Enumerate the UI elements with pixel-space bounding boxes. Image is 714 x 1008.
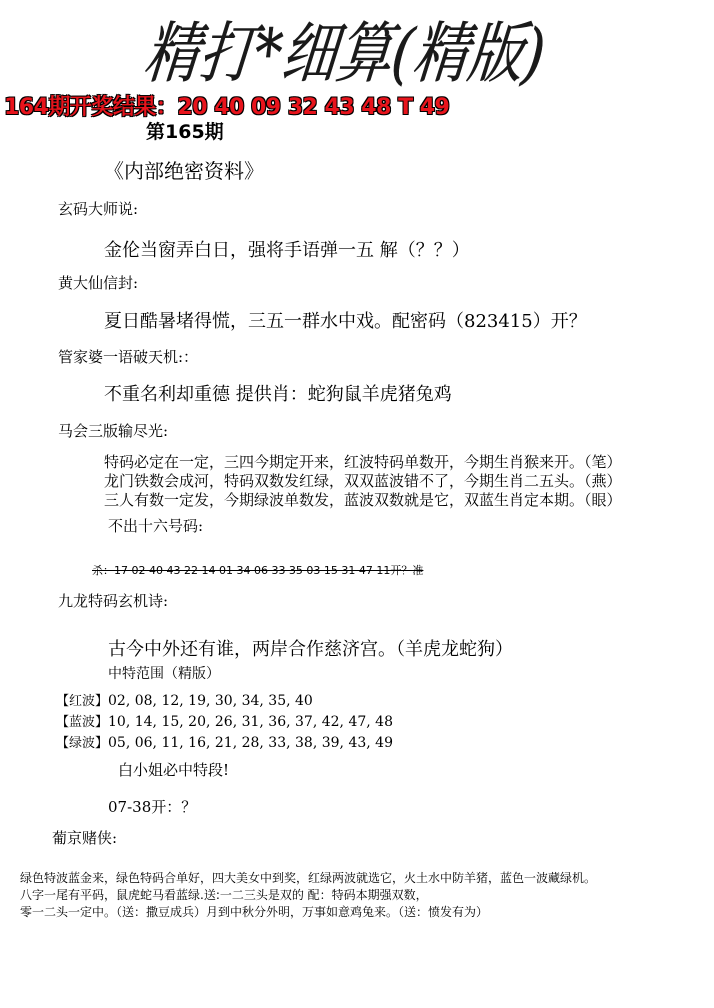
banner-svg <box>140 4 630 92</box>
dragon-text: 古今中外还有谁，两岸合作慈济宫。（羊虎龙蛇狗） <box>108 639 513 660</box>
wave-tag-red: 【红波】 <box>56 694 109 709</box>
immortal-text: 夏日酷暑堵得慌，三五一群水中戏。配密码（823415）开？ <box>104 311 587 332</box>
lottery-result: 164期开奖结果：20 40 09 32 43 48 T 49 <box>4 95 450 120</box>
horse-line-3: 三人有数一定发，今期绿波单数发，蓝波双数就是它，双蓝生肖定本期。（眼） <box>104 491 622 509</box>
banner-text: 精打*细算(精版) <box>140 15 630 92</box>
housekeeper-text: 不重名利却重德 提供肖：蛇狗鼠羊虎猪兔鸡 <box>104 384 452 405</box>
footer-line-3: 零一二头一定中。（送：撒豆成兵）月到中秋分外明，万事如意鸡兔来。（送：愤发有为） <box>20 905 489 919</box>
footer-line-1: 绿色特波蓝金来，绿色特码合单好，四大美女中到奖，红绿两波就选它，火土水中防羊猪，蓝色一波藏绿机。 <box>20 871 597 885</box>
housekeeper-label: 管家婆一语破天机:： <box>58 348 199 366</box>
wave-numbers-green: 05, 06, 11, 16, 21, 28, 33, 38, 39, 43, 49 <box>108 735 393 751</box>
horse-line-2: 龙门铁数会成河，特码双数发红绿，双双蓝波错不了，今期生肖二五头。（燕） <box>104 472 622 490</box>
wave-tag-blue: 【蓝波】 <box>56 715 109 730</box>
horse-line-1: 特码必定在一定，三四今期定开来，红波特码单数开，今期生肖猴来开。（笔） <box>104 453 622 471</box>
footer-line-2: 八字一尾有平码，鼠虎蛇马看蓝绿.送:一二三头是双的 配：特码本期强双数， <box>20 888 428 902</box>
wave-numbers-red: 02, 08, 12, 19, 30, 34, 35, 40 <box>108 693 313 709</box>
no16-label: 不出十六号码: <box>108 517 204 535</box>
banner-title <box>140 4 630 92</box>
master-label: 玄码大师说: <box>58 200 139 218</box>
dragon-label: 九龙特码玄机诗: <box>58 592 169 610</box>
macau-label: 葡京赌侠: <box>52 829 118 847</box>
open-range-text: 07-38开：？ <box>108 798 197 816</box>
footer-block <box>20 870 700 921</box>
range-label: 中特范围（精版） <box>108 666 220 682</box>
wave-numbers-blue: 10, 14, 15, 20, 26, 31, 36, 37, 42, 47, 48 <box>108 714 393 730</box>
wave-row-blue <box>56 711 393 730</box>
immortal-label: 黄大仙信封: <box>58 274 139 292</box>
wave-tag-green: 【绿波】 <box>56 736 109 751</box>
white-lady-text: 白小姐必中特段! <box>118 761 230 779</box>
wave-row-red <box>56 690 313 709</box>
horse-label: 马会三版输尽光: <box>58 422 169 440</box>
master-text: 金伦当窗弄白日，强将手语弹一五 解（？？） <box>104 240 470 261</box>
kill-numbers-line: 杀：17 02 40 43 22 14 01 34 06 33 35 03 15 31 47 11开？准 <box>92 564 424 577</box>
document-title: 《内部绝密资料》 <box>104 159 264 183</box>
wave-row-green <box>56 732 393 751</box>
issue-number: 第165期 <box>146 121 224 143</box>
